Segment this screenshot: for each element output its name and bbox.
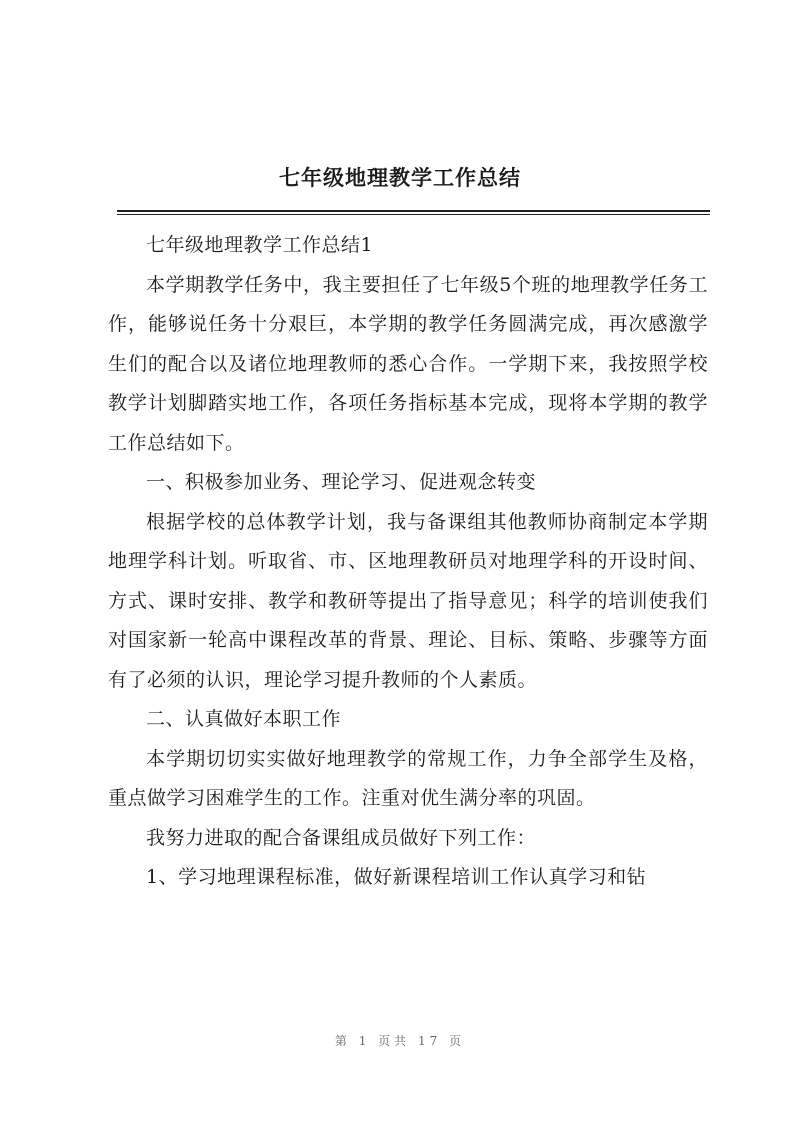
title-rule-thin <box>117 214 710 215</box>
section-heading: 一、积极参加业务、理论学习、促进观念转变 <box>146 471 537 493</box>
section-heading: 七年级地理教学工作总结1 <box>146 234 374 256</box>
title-rule-thick <box>117 210 710 212</box>
section-heading: 二、认真做好本职工作 <box>146 708 342 730</box>
paragraph: 本学期切切实实做好地理教学的常规工作，力争全部学生及格，重点做学习困难学生的工作。注重对优生满分率的巩固。 <box>108 747 708 809</box>
document-title: 七年级地理教学工作总结 <box>279 166 521 190</box>
paragraph: 本学期教学任务中，我主要担任了七年级5个班的地理教学任务工作，能够说任务十分艰巨，本学期的教学任务圆满完成，再次感激学生们的配合以及诸位地理教师的悉心合作。一学期下来，我按照学校教学计划脚踏实地工作，各项任务指标基本完成，现将本学期的教学工作总结如下。 <box>108 273 708 454</box>
paragraph: 根据学校的总体教学计划，我与备课组其他教师协商制定本学期地理学科计划。听取省、市、区地理教研员对地理学科的开设时间、方式、课时安排、教学和教研等提出了指导意见；科学的培训使我们对国家新一轮高中课程改革的背景、理论、目标、策略、步骤等方面有了必须的认识，理论学习提升教师的个人素质。 <box>108 510 708 691</box>
document-body <box>108 226 708 898</box>
paragraph: 我努力进取的配合备课组成员做好下列工作： <box>146 826 537 849</box>
page-number: 第 1 页共 17 页 <box>334 1034 466 1048</box>
paragraph: 1、学习地理课程标准，做好新课程培训工作认真学习和钻 <box>146 866 647 888</box>
